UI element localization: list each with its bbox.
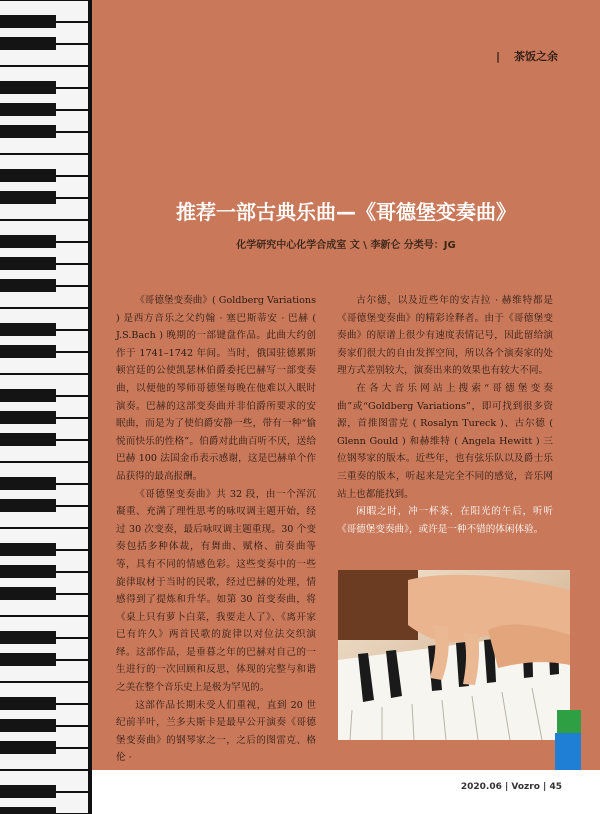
page-footer: 2020.06 | Vozro | 45 — [460, 782, 562, 792]
black-key — [0, 785, 56, 798]
black-key — [0, 719, 56, 732]
green-accent-block — [557, 710, 581, 734]
black-key — [0, 543, 56, 556]
black-key — [0, 587, 56, 600]
black-key — [0, 697, 56, 710]
black-key — [0, 565, 56, 578]
piano-photo — [338, 570, 570, 740]
black-key — [0, 323, 56, 336]
piano-keys-illustration — [0, 0, 92, 814]
black-key — [0, 125, 56, 138]
piano-keys-strip — [0, 0, 92, 814]
paragraph: 闲暇之时，冲一杯茶，在阳光的午后，听听《哥德堡变奏曲》，或许是一种不错的体闲体验。 — [337, 506, 553, 535]
black-key — [0, 477, 56, 490]
black-key — [0, 37, 56, 50]
left-column — [116, 292, 316, 767]
black-key — [0, 169, 56, 182]
black-key — [0, 257, 56, 270]
section-title: 茶饭之余 — [514, 50, 558, 63]
article-byline: 化学研究中心化学合成室 文 \ 李新仑 分类号：JG — [236, 240, 456, 251]
black-key — [0, 807, 56, 814]
blue-accent-block — [555, 733, 581, 770]
black-key — [0, 411, 56, 424]
paragraph: 《哥德堡变奏曲》共 32 段，由一个浑沉凝重、充满了理性思考的咏叹调主题开始，经过 30 次变奏，最后咏叹调主题重现。30 个变奏包括多种体裁，有舞曲、赋格、前奏曲等等，具有不同的情感色彩。这些变奏中的一些旋律取材于当时的民歌，经过巴赫的处理，情感得到了提炼和升华。如第 30 首变奏曲，将《桌上只有萝卜白菜，我要走人了》、《离开家已有许久》两首民歌的旋律以对位法交织演绎。这部作品，是垂暮之年的巴赫对自己的一生进行的一次回顾和反思，体现的完整与和谐之美在整个音乐史上是极为罕见的。 — [116, 488, 316, 694]
paragraph: 这部作品长期未受人们重视，直到 20 世纪前半叶，兰多夫斯卡是最早公开演奏《哥德堡变奏曲》的钢琴家之一，之后的图雷克、格伦 · — [116, 699, 316, 764]
paragraph: 古尔德，以及近些年的安吉拉 · 赫维特都是《哥德堡变奏曲》的精彩诠释者。由于《哥德堡变奏曲》的原谱上很少有速度表情记号，因此留给演奏家们很大的自由发挥空间，所以各个演奏家的处理方式差别较大，演奏出来的效果也有较大不同。 — [337, 295, 553, 377]
paragraph: 在各大音乐网站上搜索“哥德堡变奏曲”或“Goldberg Variations”，即可找到很多资源，首推图雷克 ( Rosalyn Tureck )、古尔德 ( Glenn Gould ) 和赫维特 ( Angela Hewitt ) 三位钢琴家的版本。近些年，也有弦乐队以及爵士乐三重奏的版本，听起来是完全不同的感觉，音乐网站上也都能找到。 — [337, 382, 553, 500]
black-key — [0, 15, 56, 28]
black-key — [0, 279, 56, 292]
black-key — [0, 345, 56, 358]
black-key — [0, 631, 56, 644]
black-key — [0, 499, 56, 512]
black-key — [0, 191, 56, 204]
black-key — [0, 653, 56, 666]
black-key — [0, 103, 56, 116]
black-key — [0, 433, 56, 446]
black-key — [0, 741, 56, 754]
black-key — [0, 389, 56, 402]
section-header — [496, 48, 558, 64]
right-column — [337, 292, 553, 538]
paragraph: 《哥德堡变奏曲》( Goldberg Variations ) 是西方音乐之父约翰 · 塞巴斯蒂安 · 巴赫 ( J.S.Bach ) 晚期的一部键盘作品。此曲大约创作于 1741–1742 年间。当时，俄国驻德累斯顿宫廷的公使凯瑟林伯爵委托巴赫写一部变奏曲，以便他的琴师哥德堡每晚在他难以入眠时演奏。巴赫的这部变奏曲并非伯爵所要求的安眠曲，而是为了使伯爵安静一些，带有一种“愉悦而快乐的性格”。伯爵对此曲百听不厌，送给巴赫 100 法国金币表示感谢，这是巴赫单个作品获得的最高报酬。 — [116, 295, 316, 482]
section-divider: | — [495, 50, 500, 63]
black-key — [0, 81, 56, 94]
article-title: 推荐一部古典乐曲—《哥德堡变奏曲》 — [176, 200, 516, 224]
black-key — [0, 235, 56, 248]
